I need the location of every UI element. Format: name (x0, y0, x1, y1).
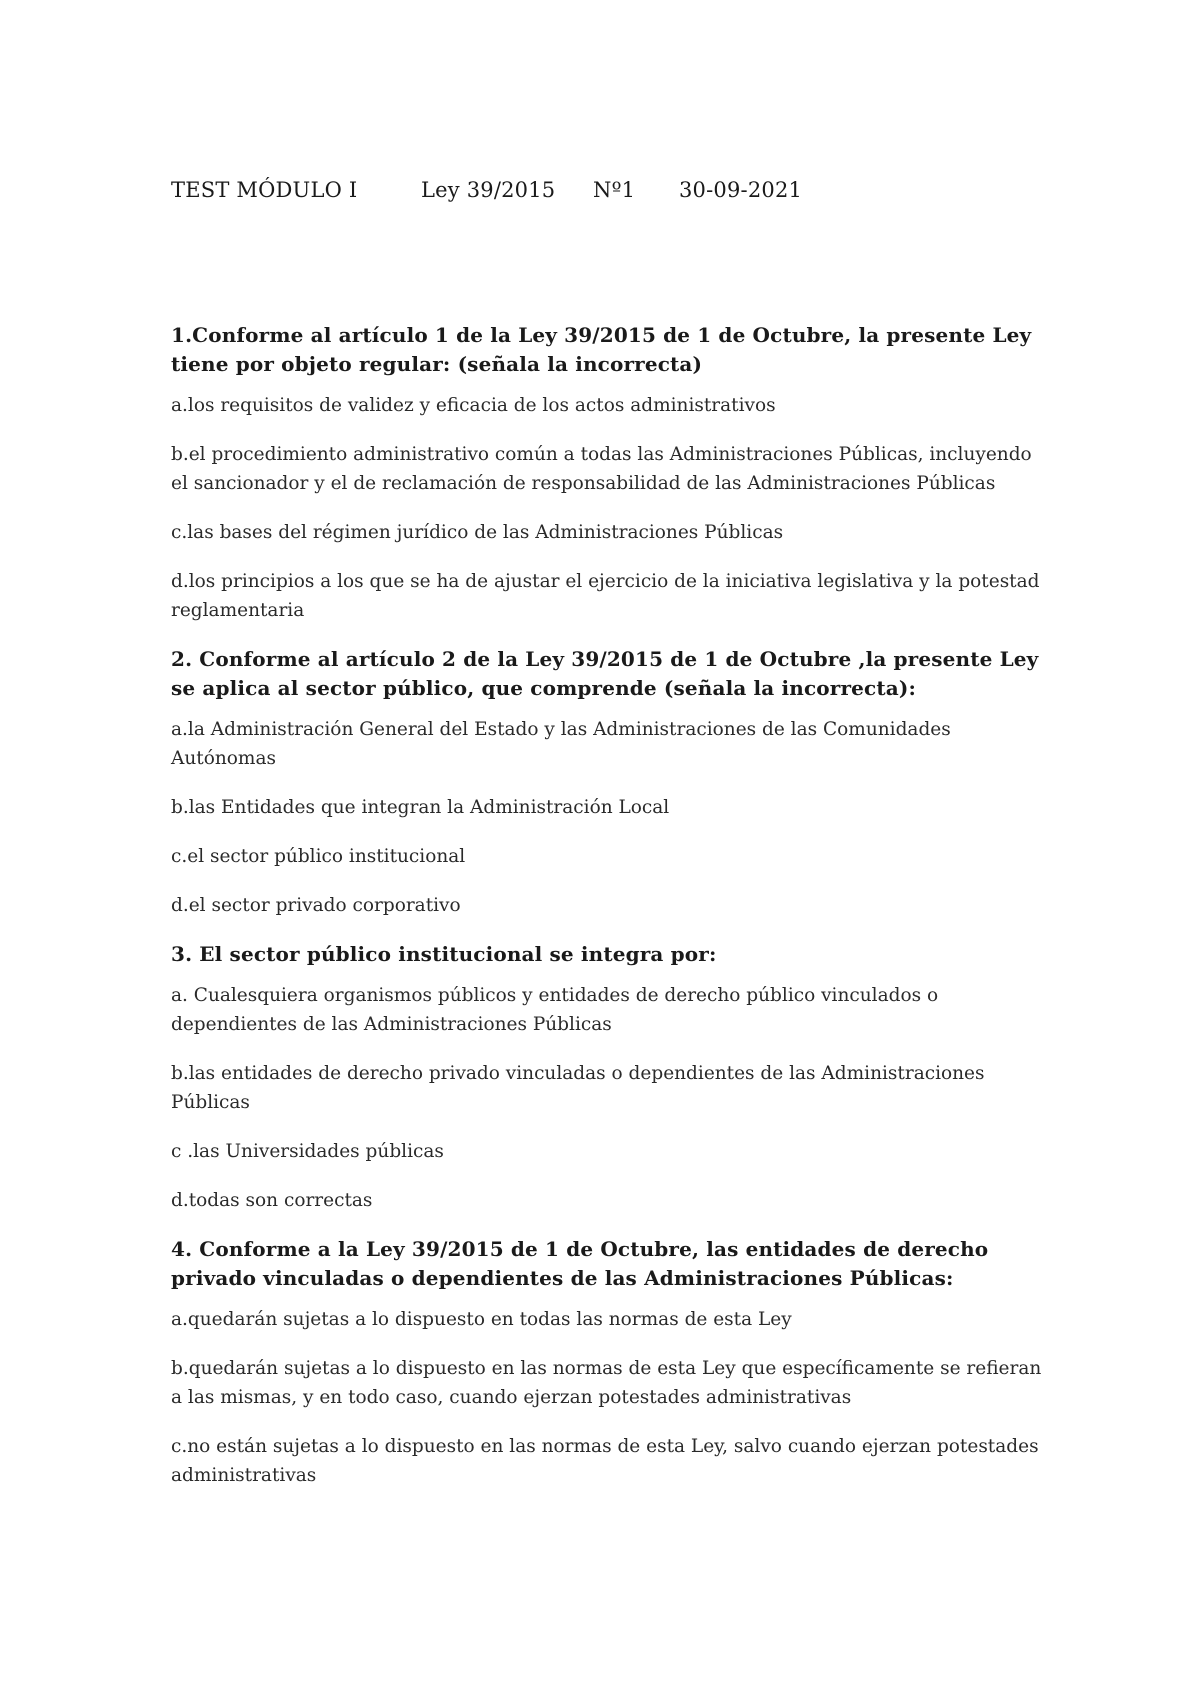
answer-option: b.quedarán sujetas a lo dispuesto en las normas de esta Ley que específicamente se refieran a las mismas, y en todo caso, cuando ejerzan potestades administrativas (171, 1358, 1042, 1408)
question-text: 4. Conforme a la Ley 39/2015 de 1 de Octubre, las entidades de derecho privado vinculadas o dependientes de las Administraciones Públicas: (171, 1237, 989, 1290)
answer-option: a.la Administración General del Estado y las Administraciones de las Comunidades Autónomas (171, 719, 951, 769)
test-date: 30-09-2021 (679, 178, 803, 202)
answer-option: d.el sector privado corporativo (171, 895, 461, 916)
answer-option: d.todas son correctas (171, 1190, 373, 1211)
question-3 (171, 940, 1051, 1215)
test-number: Nº1 (593, 178, 636, 202)
answer-option: c.las bases del régimen jurídico de las Administraciones Públicas (171, 522, 784, 543)
question-text: 3. El sector público institucional se integra por: (171, 942, 717, 966)
questions-list (171, 321, 1051, 1510)
answer-option: c.el sector público institucional (171, 846, 466, 867)
answer-option: b.las entidades de derecho privado vinculadas o dependientes de las Administraciones Públicas (171, 1063, 985, 1113)
question-2 (171, 645, 1051, 920)
law-reference: Ley 39/2015 (421, 178, 556, 202)
answer-option: b.las Entidades que integran la Administración Local (171, 797, 670, 818)
test-title: TEST MÓDULO I (171, 178, 358, 202)
question-text: 1.Conforme al artículo 1 de la Ley 39/2015 de 1 de Octubre, la presente Ley tiene por objeto regular: (señala la incorrecta) (171, 323, 1032, 376)
answer-option: a.los requisitos de validez y eficacia de los actos administrativos (171, 395, 776, 416)
question-text: 2. Conforme al artículo 2 de la Ley 39/2015 de 1 de Octubre ,la presente Ley se aplica al sector público, que comprende (señala la incorrecta): (171, 647, 1039, 700)
answer-option: a.quedarán sujetas a lo dispuesto en todas las normas de esta Ley (171, 1309, 792, 1330)
answer-option: a. Cualesquiera organismos públicos y entidades de derecho público vinculados o dependientes de las Administraciones Públicas (171, 985, 939, 1035)
answer-option: d.los principios a los que se ha de ajustar el ejercicio de la iniciativa legislativa y la potestad reglamentaria (171, 571, 1040, 621)
answer-option: c.no están sujetas a lo dispuesto en las normas de esta Ley, salvo cuando ejerzan potestades administrativas (171, 1436, 1039, 1486)
answer-option: b.el procedimiento administrativo común a todas las Administraciones Públicas, incluyendo el sancionador y el de reclamación de responsabilidad de las Administraciones Públicas (171, 444, 1032, 494)
test-header (171, 178, 802, 202)
question-4 (171, 1235, 1051, 1490)
question-1 (171, 321, 1051, 625)
answer-option: c .las Universidades públicas (171, 1141, 444, 1162)
